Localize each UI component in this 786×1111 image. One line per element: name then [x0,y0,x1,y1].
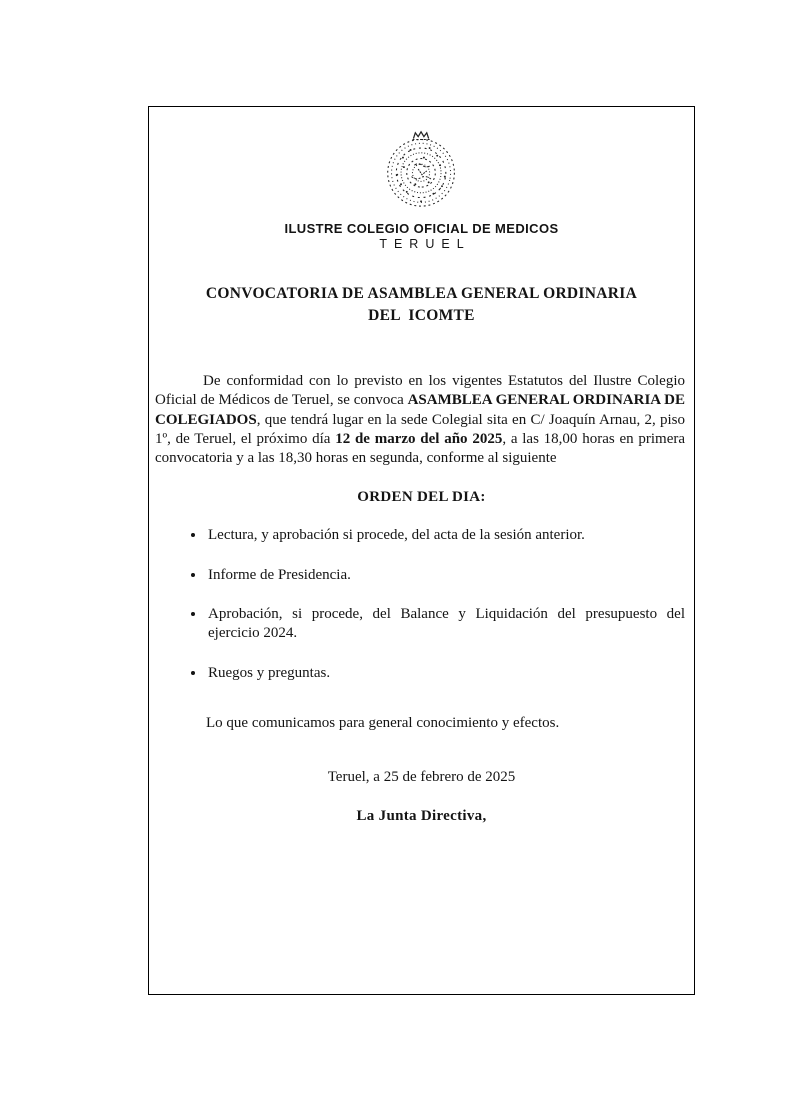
body-text-part3: , a las 18,00 horas en primera convocatoria y a las 18,30 horas en segunda, conforme al siguiente [155,430,686,467]
body-paragraph [155,372,685,468]
signature-line: La Junta Directiva, [356,807,487,824]
document-title-line2: DEL ICOMTE [368,307,475,324]
college-seal-logo [381,129,463,209]
body-text-part2: , que tendrá lugar en la sede Colegial sita en C/ Joaquín Arnau, 2, piso 1º, de Teruel, el próximo día [155,411,685,447]
dateline: Teruel, a 25 de febrero de 2025 [327,769,516,786]
closing-statement: Lo que comunicamos para general conocimiento y efectos. [206,714,560,731]
agenda-heading: ORDEN DEL DIA: [357,489,486,506]
document-title [149,283,694,327]
body-text-bold-assembly: ASAMBLEA GENERAL ORDINARIA DE COLEGIADOS [155,392,685,428]
agenda-list [149,525,685,682]
agenda-item: • Lectura, y aprobación si procede, del acta de la sesión anterior. [206,525,685,545]
body-text-part1: De conformidad con lo previsto en los vigentes Estatutos del Ilustre Colegio Oficial de Médicos de Teruel, se convoca [155,373,685,409]
document-frame [148,106,695,995]
agenda-item: • Informe de Presidencia. [206,565,685,585]
agenda-item: • Aprobación, si procede, del Balance y Liquidación del presupuesto del ejercicio 2024. [206,604,685,644]
organization-city: TERUEL [379,237,471,251]
organization-name: ILUSTRE COLEGIO OFICIAL DE MEDICOS [284,221,559,236]
body-text-bold-date: 12 de marzo del año 2025 [335,430,503,447]
agenda-item: • Ruegos y preguntas. [206,663,685,683]
document-title-line1: CONVOCATORIA DE ASAMBLEA GENERAL ORDINARIA [205,285,638,302]
